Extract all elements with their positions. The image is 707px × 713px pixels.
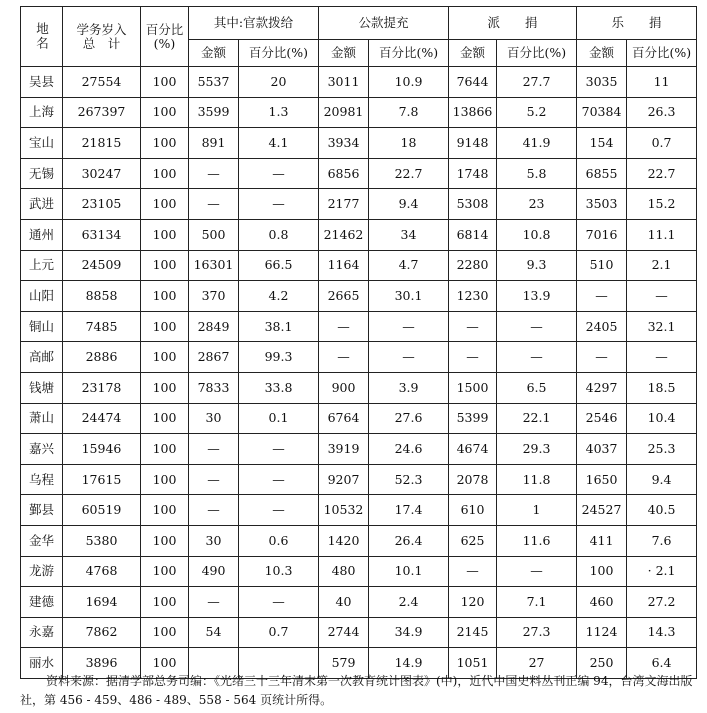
cell-total: 2886 — [63, 342, 141, 373]
table-row — [21, 372, 697, 403]
cell-gov-amt: — — [189, 189, 239, 220]
cell-gov-pct: — — [239, 158, 319, 189]
cell-total: 27554 — [63, 67, 141, 98]
header-don-percent: 百分比(%) — [627, 40, 697, 67]
cell-don-amt: 411 — [577, 525, 627, 556]
cell-pct: 100 — [141, 158, 189, 189]
cell-don-amt: 1124 — [577, 617, 627, 648]
cell-pub-pct: — — [369, 342, 449, 373]
cell-total: 30247 — [63, 158, 141, 189]
cell-lev-amt: 9148 — [449, 128, 497, 159]
cell-place: 龙游 — [21, 556, 63, 587]
table-row — [21, 617, 697, 648]
cell-pub-pct: 14.9 — [369, 648, 449, 679]
cell-don-amt: 510 — [577, 250, 627, 281]
cell-place: 上海 — [21, 97, 63, 128]
cell-gov-amt: 7833 — [189, 372, 239, 403]
header-don-amount: 金额 — [577, 40, 627, 67]
cell-pct: 100 — [141, 128, 189, 159]
cell-lev-amt: 1051 — [449, 648, 497, 679]
table-row — [21, 495, 697, 526]
header-place: 地名 — [21, 7, 63, 67]
cell-gov-amt: — — [189, 587, 239, 618]
cell-pub-amt: 6764 — [319, 403, 369, 434]
cell-pct: 100 — [141, 67, 189, 98]
cell-gov-amt: 30 — [189, 525, 239, 556]
cell-place: 钱塘 — [21, 372, 63, 403]
cell-don-pct: 26.3 — [627, 97, 697, 128]
cell-gov-pct: 20 — [239, 67, 319, 98]
cell-lev-amt: — — [449, 556, 497, 587]
cell-place: 无锡 — [21, 158, 63, 189]
cell-pct: 100 — [141, 403, 189, 434]
cell-pub-pct: 18 — [369, 128, 449, 159]
header-percent-line2: (%) — [153, 35, 176, 51]
cell-total: 267397 — [63, 97, 141, 128]
cell-don-pct: 32.1 — [627, 311, 697, 342]
header-row-1 — [21, 7, 697, 40]
cell-don-pct: 6.4 — [627, 648, 697, 679]
cell-don-amt: 1650 — [577, 464, 627, 495]
cell-don-pct: 0.7 — [627, 128, 697, 159]
cell-gov-amt: — — [189, 158, 239, 189]
cell-pub-pct: 24.6 — [369, 434, 449, 465]
cell-don-amt: 460 — [577, 587, 627, 618]
cell-total: 63134 — [63, 219, 141, 250]
cell-don-pct: 2.1 — [627, 250, 697, 281]
header-lev-percent: 百分比(%) — [497, 40, 577, 67]
cell-pub-pct: 7.8 — [369, 97, 449, 128]
cell-gov-amt: 54 — [189, 617, 239, 648]
cell-lev-pct: 22.1 — [497, 403, 577, 434]
cell-gov-pct: 4.2 — [239, 281, 319, 312]
table-row — [21, 189, 697, 220]
statistics-table-wrapper — [20, 6, 696, 679]
cell-lev-pct: 7.1 — [497, 587, 577, 618]
cell-lev-pct: — — [497, 342, 577, 373]
header-group-public: 公款提充 — [319, 7, 449, 40]
cell-gov-pct: 66.5 — [239, 250, 319, 281]
cell-don-amt: 3503 — [577, 189, 627, 220]
cell-pub-pct: 9.4 — [369, 189, 449, 220]
cell-pub-amt: — — [319, 342, 369, 373]
cell-don-amt: 250 — [577, 648, 627, 679]
cell-don-pct: 25.3 — [627, 434, 697, 465]
cell-total: 17615 — [63, 464, 141, 495]
cell-don-pct: 40.5 — [627, 495, 697, 526]
cell-don-amt: — — [577, 281, 627, 312]
table-row — [21, 128, 697, 159]
cell-don-amt: 154 — [577, 128, 627, 159]
cell-gov-amt: — — [189, 495, 239, 526]
cell-lev-pct: 41.9 — [497, 128, 577, 159]
cell-don-pct: · 2.1 — [627, 556, 697, 587]
cell-total: 24509 — [63, 250, 141, 281]
cell-gov-pct: — — [239, 464, 319, 495]
cell-lev-amt: — — [449, 342, 497, 373]
cell-don-amt: 2405 — [577, 311, 627, 342]
cell-pub-pct: 34.9 — [369, 617, 449, 648]
cell-gov-pct: 38.1 — [239, 311, 319, 342]
header-pub-percent: 百分比(%) — [369, 40, 449, 67]
cell-total: 5380 — [63, 525, 141, 556]
cell-pub-pct: 34 — [369, 219, 449, 250]
cell-don-pct: 18.5 — [627, 372, 697, 403]
cell-pub-amt: 579 — [319, 648, 369, 679]
cell-don-amt: 7016 — [577, 219, 627, 250]
cell-pct: 100 — [141, 434, 189, 465]
cell-gov-amt: — — [189, 434, 239, 465]
header-group-government: 其中:官款拨给 — [189, 7, 319, 40]
cell-pub-amt: 9207 — [319, 464, 369, 495]
table-row — [21, 97, 697, 128]
cell-lev-amt: 13866 — [449, 97, 497, 128]
cell-pub-pct: 17.4 — [369, 495, 449, 526]
cell-gov-amt: 3599 — [189, 97, 239, 128]
cell-total: 24474 — [63, 403, 141, 434]
cell-don-pct: 10.4 — [627, 403, 697, 434]
cell-don-pct: — — [627, 281, 697, 312]
cell-lev-amt: 7644 — [449, 67, 497, 98]
cell-pub-amt: 3919 — [319, 434, 369, 465]
cell-total: 7485 — [63, 311, 141, 342]
cell-pct: 100 — [141, 97, 189, 128]
cell-lev-pct: 11.6 — [497, 525, 577, 556]
cell-lev-pct: 6.5 — [497, 372, 577, 403]
table-row — [21, 556, 697, 587]
cell-don-pct: 7.6 — [627, 525, 697, 556]
cell-place: 山阳 — [21, 281, 63, 312]
cell-pub-amt: 1164 — [319, 250, 369, 281]
cell-pct: 100 — [141, 311, 189, 342]
cell-lev-amt: — — [449, 311, 497, 342]
cell-pct: 100 — [141, 617, 189, 648]
cell-gov-amt: 490 — [189, 556, 239, 587]
cell-gov-amt: 2867 — [189, 342, 239, 373]
source-note: 资料来源：据清学部总务司编：《光绪三十三年清末第一次教育统计图表》(中)，近代中国史料丛刊正编 94，台湾文海出版社，第 456 - 459、486 - 489、558 - 564 页统计所得。 — [20, 674, 693, 707]
cell-pub-amt: 20981 — [319, 97, 369, 128]
cell-lev-amt: 2078 — [449, 464, 497, 495]
cell-don-amt: 4297 — [577, 372, 627, 403]
cell-total: 15946 — [63, 434, 141, 465]
cell-pub-amt: 40 — [319, 587, 369, 618]
cell-pct: 100 — [141, 556, 189, 587]
cell-pct: 100 — [141, 219, 189, 250]
cell-lev-pct: 9.3 — [497, 250, 577, 281]
cell-lev-amt: 2280 — [449, 250, 497, 281]
cell-pub-pct: 30.1 — [369, 281, 449, 312]
cell-place: 通州 — [21, 219, 63, 250]
cell-pct: 100 — [141, 648, 189, 679]
cell-pub-pct: 52.3 — [369, 464, 449, 495]
cell-lev-pct: 1 — [497, 495, 577, 526]
cell-don-amt: 70384 — [577, 97, 627, 128]
cell-pct: 100 — [141, 372, 189, 403]
header-group-donation: 乐 捐 — [577, 7, 697, 40]
cell-lev-pct: — — [497, 556, 577, 587]
cell-place: 上元 — [21, 250, 63, 281]
cell-lev-amt: 625 — [449, 525, 497, 556]
cell-pub-amt: 900 — [319, 372, 369, 403]
table-body — [21, 67, 697, 679]
header-gov-amount: 金额 — [189, 40, 239, 67]
cell-don-pct: 11 — [627, 67, 697, 98]
cell-pct: 100 — [141, 587, 189, 618]
header-pub-amount: 金额 — [319, 40, 369, 67]
cell-pub-amt: 6856 — [319, 158, 369, 189]
cell-gov-pct: 33.8 — [239, 372, 319, 403]
cell-pub-amt: 21462 — [319, 219, 369, 250]
cell-place: 金华 — [21, 525, 63, 556]
cell-don-amt: 4037 — [577, 434, 627, 465]
cell-place: 永嘉 — [21, 617, 63, 648]
cell-lev-amt: 1500 — [449, 372, 497, 403]
cell-lev-amt: 1748 — [449, 158, 497, 189]
cell-lev-pct: 29.3 — [497, 434, 577, 465]
cell-gov-pct: — — [239, 495, 319, 526]
cell-pub-amt: 10532 — [319, 495, 369, 526]
cell-total: 60519 — [63, 495, 141, 526]
cell-pub-pct: 27.6 — [369, 403, 449, 434]
cell-gov-pct: 0.6 — [239, 525, 319, 556]
cell-lev-amt: 1230 — [449, 281, 497, 312]
cell-place: 鄞县 — [21, 495, 63, 526]
cell-gov-amt: 2849 — [189, 311, 239, 342]
cell-pub-pct: 10.9 — [369, 67, 449, 98]
cell-gov-pct: 4.1 — [239, 128, 319, 159]
cell-gov-amt: 891 — [189, 128, 239, 159]
cell-pub-pct: 2.4 — [369, 587, 449, 618]
cell-gov-pct: 99.3 — [239, 342, 319, 373]
cell-lev-pct: 23 — [497, 189, 577, 220]
cell-lev-amt: 2145 — [449, 617, 497, 648]
cell-place: 吴县 — [21, 67, 63, 98]
cell-pct: 100 — [141, 342, 189, 373]
cell-total: 23178 — [63, 372, 141, 403]
cell-pct: 100 — [141, 464, 189, 495]
cell-lev-amt: 610 — [449, 495, 497, 526]
cell-lev-pct: 27.3 — [497, 617, 577, 648]
cell-gov-amt: 500 — [189, 219, 239, 250]
header-total-line1: 学务岁入 — [76, 21, 127, 37]
cell-don-pct: 11.1 — [627, 219, 697, 250]
cell-place: 乌程 — [21, 464, 63, 495]
cell-lev-amt: 4674 — [449, 434, 497, 465]
cell-total: 7862 — [63, 617, 141, 648]
cell-don-amt: 3035 — [577, 67, 627, 98]
cell-place: 高邮 — [21, 342, 63, 373]
cell-lev-amt: 5399 — [449, 403, 497, 434]
cell-gov-amt: 16301 — [189, 250, 239, 281]
cell-lev-amt: 6814 — [449, 219, 497, 250]
header-group-levy: 派 捐 — [449, 7, 577, 40]
cell-total: 21815 — [63, 128, 141, 159]
cell-total: 3896 — [63, 648, 141, 679]
cell-lev-pct: 5.8 — [497, 158, 577, 189]
cell-don-pct: 9.4 — [627, 464, 697, 495]
cell-pct: 100 — [141, 525, 189, 556]
cell-place: 宝山 — [21, 128, 63, 159]
cell-pub-pct: 10.1 — [369, 556, 449, 587]
cell-don-amt: 100 — [577, 556, 627, 587]
cell-don-pct: 14.3 — [627, 617, 697, 648]
education-revenue-table — [20, 6, 697, 679]
cell-lev-amt: 120 — [449, 587, 497, 618]
cell-gov-amt: 30 — [189, 403, 239, 434]
table-row — [21, 311, 697, 342]
cell-lev-pct: 10.8 — [497, 219, 577, 250]
table-row — [21, 219, 697, 250]
cell-lev-pct: 27 — [497, 648, 577, 679]
cell-pub-amt: 2744 — [319, 617, 369, 648]
cell-lev-pct: — — [497, 311, 577, 342]
cell-pct: 100 — [141, 189, 189, 220]
cell-gov-pct: 0.1 — [239, 403, 319, 434]
cell-place: 铜山 — [21, 311, 63, 342]
cell-gov-pct: 0.7 — [239, 617, 319, 648]
cell-place: 武进 — [21, 189, 63, 220]
cell-pub-pct: 4.7 — [369, 250, 449, 281]
cell-pub-pct: 22.7 — [369, 158, 449, 189]
cell-pub-amt: 2665 — [319, 281, 369, 312]
table-row — [21, 464, 697, 495]
table-row — [21, 525, 697, 556]
cell-lev-pct: 27.7 — [497, 67, 577, 98]
header-percent — [141, 7, 189, 67]
table-row — [21, 250, 697, 281]
cell-don-pct: 27.2 — [627, 587, 697, 618]
cell-lev-pct: 5.2 — [497, 97, 577, 128]
cell-lev-pct: 13.9 — [497, 281, 577, 312]
cell-total: 23105 — [63, 189, 141, 220]
header-gov-percent: 百分比(%) — [239, 40, 319, 67]
header-percent-line1: 百分比 — [145, 21, 184, 37]
cell-place: 丽水 — [21, 648, 63, 679]
table-row — [21, 281, 697, 312]
cell-pub-amt: 1420 — [319, 525, 369, 556]
cell-pub-amt: 2177 — [319, 189, 369, 220]
header-total — [63, 7, 141, 67]
cell-place: 萧山 — [21, 403, 63, 434]
table-row — [21, 403, 697, 434]
table-row — [21, 67, 697, 98]
cell-don-amt: — — [577, 342, 627, 373]
cell-don-pct: 22.7 — [627, 158, 697, 189]
cell-don-pct: — — [627, 342, 697, 373]
cell-gov-pct: 10.3 — [239, 556, 319, 587]
cell-pub-amt: 480 — [319, 556, 369, 587]
cell-gov-pct: — — [239, 434, 319, 465]
cell-pct: 100 — [141, 281, 189, 312]
cell-lev-pct: 11.8 — [497, 464, 577, 495]
cell-gov-pct: — — [239, 189, 319, 220]
cell-gov-pct: 1.3 — [239, 97, 319, 128]
cell-pub-amt: 3934 — [319, 128, 369, 159]
cell-pub-pct: 26.4 — [369, 525, 449, 556]
cell-place: 建德 — [21, 587, 63, 618]
cell-don-amt: 2546 — [577, 403, 627, 434]
cell-don-amt: 24527 — [577, 495, 627, 526]
cell-pub-pct: 3.9 — [369, 372, 449, 403]
cell-place: 嘉兴 — [21, 434, 63, 465]
cell-total: 1694 — [63, 587, 141, 618]
table-row — [21, 434, 697, 465]
cell-gov-amt: — — [189, 464, 239, 495]
cell-total: 4768 — [63, 556, 141, 587]
header-lev-amount: 金额 — [449, 40, 497, 67]
cell-gov-amt: 5537 — [189, 67, 239, 98]
cell-gov-pct: — — [239, 587, 319, 618]
cell-pub-amt: — — [319, 311, 369, 342]
cell-gov-amt: 370 — [189, 281, 239, 312]
cell-don-pct: 15.2 — [627, 189, 697, 220]
table-row — [21, 158, 697, 189]
cell-pub-amt: 3011 — [319, 67, 369, 98]
header-total-line2: 总 计 — [82, 35, 121, 51]
cell-total: 8858 — [63, 281, 141, 312]
table-row — [21, 587, 697, 618]
cell-lev-amt: 5308 — [449, 189, 497, 220]
cell-pub-pct: — — [369, 311, 449, 342]
cell-pct: 100 — [141, 250, 189, 281]
cell-pct: 100 — [141, 495, 189, 526]
table-row — [21, 342, 697, 373]
cell-don-amt: 6855 — [577, 158, 627, 189]
cell-gov-pct: 0.8 — [239, 219, 319, 250]
